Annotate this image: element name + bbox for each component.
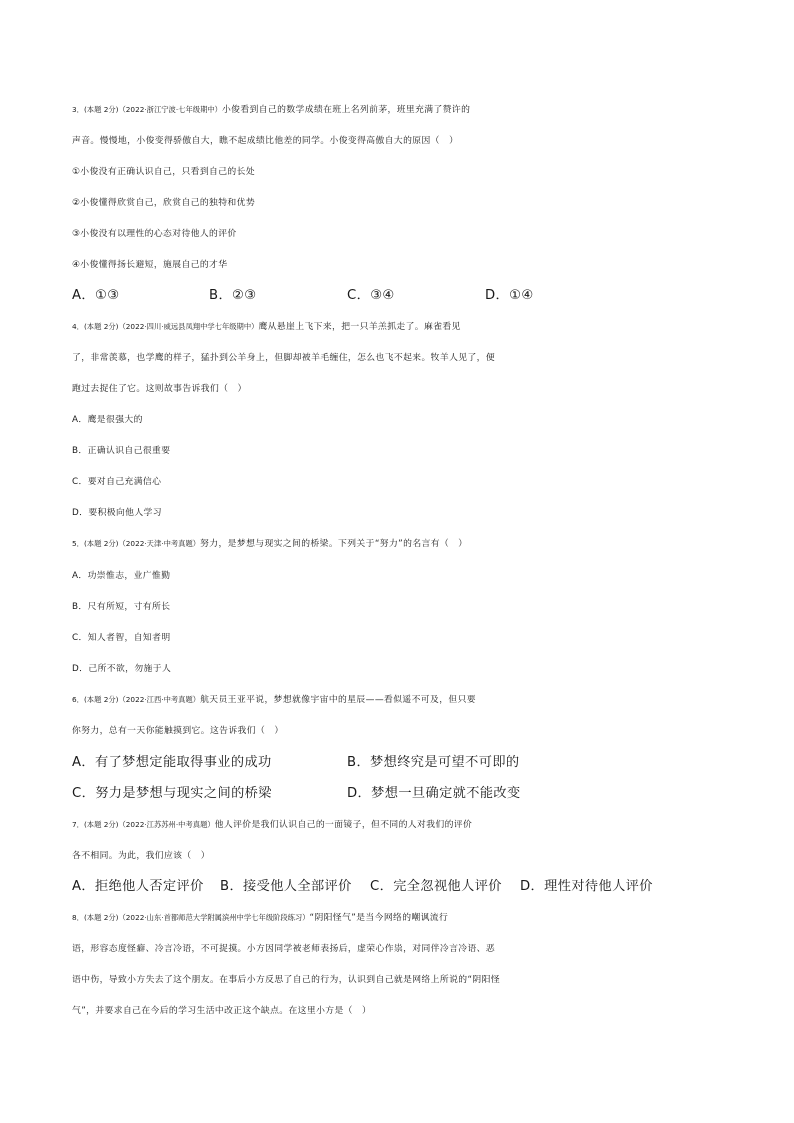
question-3-statement-2: ②小俊懂得欣赏自己，欣赏自己的独特和优势: [72, 198, 256, 208]
question-8-stem-line-2: [72, 940, 732, 958]
question-6-stem-line-2: [72, 722, 732, 740]
question-text: 语中伤，导致小方失去了这个朋友。在事后小方反思了自己的行为，认识到自己就是网络上所说的“阴阳怪: [72, 975, 501, 985]
question-3-option-a[interactable]: A．①③: [72, 288, 120, 303]
question-3-stem-line-1: [72, 101, 732, 119]
question-text: 气”，并要求自己在今后的学习生活中改正这个缺点。在这里小方是（ ）: [72, 1006, 372, 1016]
question-text: 他人评价是我们认识自己的一面镜子，但不同的人对我们的评价: [214, 820, 473, 830]
question-7-option-d[interactable]: D．理性对待他人评价: [520, 879, 653, 894]
question-5-option-d[interactable]: D．己所不欲，勿施于人: [72, 664, 172, 674]
question-3-statement-1: ①小俊没有正确认识自己，只看到自己的长处: [72, 167, 256, 177]
question-source: 6．(本题 2分)（2022·江西·中考真题）: [72, 695, 201, 704]
question-8-stem-line-4: [72, 1002, 732, 1020]
question-6-option-b[interactable]: B．梦想终究是可望不可即的: [347, 755, 520, 770]
question-5-stem-line-1: [72, 535, 732, 553]
question-4-stem-line-1: [72, 318, 732, 336]
question-source: 8．(本题 2分)（2022·山东·首都师范大学附属滨州中学七年级阶段练习）: [72, 913, 310, 922]
question-text: 努力，是梦想与现实之间的桥梁。下列关于“努力”的名言有（ ）: [200, 539, 468, 549]
question-6-option-d[interactable]: D．梦想一旦确定就不能改变: [347, 786, 521, 801]
question-text: 鹰从悬崖上飞下来，把一只羊羔抓走了。麻雀看见: [258, 322, 461, 332]
question-7-stem-line-1: [72, 816, 732, 834]
question-text: 声音。慢慢地，小俊变得骄傲自大，瞧不起成绩比他差的同学。小俊变得高傲自大的原因（ ）: [72, 136, 459, 146]
question-7-stem-line-2: [72, 847, 732, 865]
question-6-option-a[interactable]: A．有了梦想定能取得事业的成功: [72, 755, 272, 770]
question-4-option-d[interactable]: D．要积极向他人学习: [72, 508, 162, 518]
question-5-option-b[interactable]: B．尺有所短，寸有所长: [72, 602, 171, 612]
question-4-stem-line-3: [72, 380, 732, 398]
question-text: 你努力，总有一天你能触摸到它。这告诉我们（ ）: [72, 726, 284, 736]
question-source: 7．(本题 2分)（2022·江苏苏州·中考真题）: [72, 820, 215, 829]
question-8-stem-line-3: [72, 971, 732, 989]
question-8-stem-line-1: [72, 909, 732, 927]
question-4-option-b[interactable]: B．正确认识自己很重要: [72, 446, 171, 456]
question-3-option-b[interactable]: B．②③: [209, 288, 257, 303]
question-7-option-a[interactable]: A．拒绝他人否定评价: [72, 879, 204, 894]
question-4-option-a[interactable]: A．鹰是很强大的: [72, 415, 143, 425]
question-3-option-d[interactable]: D．①④: [485, 288, 534, 303]
question-text: 小俊看到自己的数学成绩在班上名列前茅，班里充满了赞许的: [221, 105, 471, 115]
question-text: 了，非常羡慕，也学鹰的样子，猛扑到公羊身上，但脚却被羊毛缠住，怎么也飞不起来。牧羊人见了，便: [72, 353, 496, 363]
question-4-stem-line-2: [72, 349, 732, 367]
question-text: 跑过去捉住了它。这则故事告诉我们（ ）: [72, 384, 247, 394]
question-7-option-b[interactable]: B．接受他人全部评价: [220, 879, 352, 894]
question-source: 5．(本题 2分)（2022·天津·中考真题）: [72, 539, 201, 548]
question-text: 语，形容态度怪癖、冷言冷语，不可捉摸。小方因同学被老师表扬后，虚荣心作祟，对同伴冷言冷语、恶: [72, 944, 496, 954]
question-text: 航天员王亚平说，梦想就像宇宙中的星辰——看似遥不可及，但只要: [200, 695, 476, 705]
question-text: 各不相同。为此，我们应该（ ）: [72, 851, 210, 861]
question-source: 3．(本题 2分)（2022·浙江宁波·七年级期中）: [72, 105, 222, 114]
question-3-option-c[interactable]: C．③④: [347, 288, 395, 303]
question-source: 4．(本题 2分)（2022·四川·威远县凤翔中学七年级期中）: [72, 322, 259, 331]
question-5-option-a[interactable]: A．功崇惟志，业广惟勤: [72, 571, 171, 581]
question-6-option-c[interactable]: C．努力是梦想与现实之间的桥梁: [72, 786, 272, 801]
question-5-option-c[interactable]: C．知人者智，自知者明: [72, 633, 171, 643]
question-3-statement-4: ④小俊懂得扬长避短，施展自己的才华: [72, 260, 228, 270]
question-4-option-c[interactable]: C．要对自己充满信心: [72, 477, 162, 487]
question-3-statement-3: ③小俊没有以理性的心态对待他人的评价: [72, 229, 237, 239]
question-text: “阴阳怪气”是当今网络的嘲讽流行: [309, 913, 449, 923]
question-7-option-c[interactable]: C．完全忽视他人评价: [370, 879, 502, 894]
question-3-stem-line-2: [72, 132, 732, 150]
question-6-stem-line-1: [72, 691, 732, 709]
